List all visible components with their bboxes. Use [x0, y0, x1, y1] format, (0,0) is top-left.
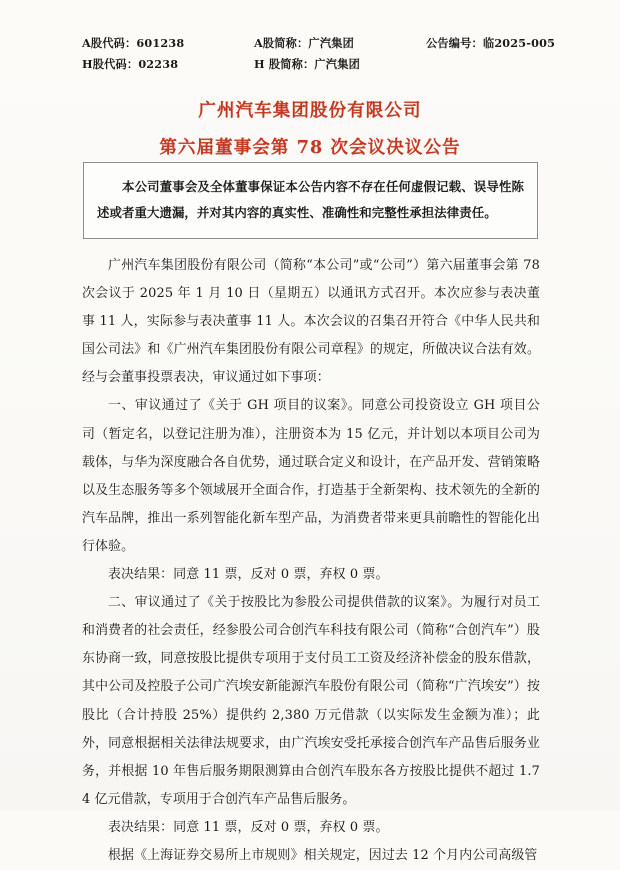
company-name-title: 广州汽车集团股份有限公司: [198, 101, 422, 121]
disclaimer-box: [83, 162, 538, 239]
h-share-name: H 股简称：广汽集团: [254, 57, 360, 71]
disclaimer-text: 本公司董事会及全体董事保证本公告内容不存在任何虚假记载、误导性陈述或者重大遗漏，并对其内容的真实性、准确性和完整性承担法律责任。: [97, 179, 524, 220]
vote-result-item-two: 表决结果：同意 11 票，反对 0 票，弃权 0 票。: [108, 819, 389, 835]
header-row: [82, 54, 542, 75]
announcement-title: [0, 96, 620, 163]
header-row: [82, 33, 556, 54]
a-share-name: A股简称：广汽集团: [254, 36, 354, 50]
announcement-subject-title: 第六届董事会第 78 次会议决议公告: [159, 138, 461, 158]
document-body: [82, 252, 540, 870]
paragraph-truncated: 根据《上海证券交易所上市规则》相关规定，因过去 12 个月内公司高级管: [108, 847, 538, 863]
stock-code-header: [82, 33, 556, 75]
h-share-code: H股代码：02238: [82, 57, 179, 71]
bulletin-number: 公告编号：临2025-005: [426, 36, 556, 50]
paragraph-item-two: 二、审议通过了《关于按股比为参股公司提供借款的议案》。为履行对员工和消费者的社会责任，经参股公司合创汽车科技有限公司（简称“合创汽车”）股东协商一致，同意按股比提供专项用于支付员工工资及经济补偿金的股东借款，其中公司及控股子公司广汽埃安新能源汽车股份有限公司（简称“广汽埃安”）按股比（合计持股 25%）提供约 2,380 万元借款（以实际发生金额为准）；此外，同意根据相关法律法规要求，由广汽埃安受托承接合创汽车产品售后服务业务，并根据 10 年售后服务期限测算由合创汽车股东各方按股比提供不超过 1.74 亿元借款，专项用于合创汽车产品售后服务。: [82, 595, 540, 807]
paragraph-item-one: 一、审议通过了《关于 GH 项目的议案》。同意公司投资设立 GH 项目公司（暂定名，以登记注册为准），注册资本为 15 亿元，并计划以本项目公司为载体，与华为深度融合各自优势，通过联合定义和设计，在产品开发、营销策略以及生态服务等多个领域展开全面合作，打造基于全新架构、技术领先的全新的汽车品牌，推出一系列智能化新车型产品，为消费者带来更具前瞻性的智能化出行体验。: [82, 398, 540, 554]
a-share-code: A股代码：601238: [82, 36, 185, 50]
paragraph-intro: 广州汽车集团股份有限公司（简称“本公司”或“公司”）第六届董事会第 78 次会议于 2025 年 1 月 10 日（星期五）以通讯方式召开。本次应参与表决董事 11 人，实际参与表决董事 11 人。本次会议的召集召开符合《中华人民共和国公司法》和《广州汽车集团股份有限公司章程》的规定，所做决议合法有效。经与会董事投票表决，审议通过如下事项：: [82, 258, 540, 386]
vote-result-item-one: 表决结果：同意 11 票，反对 0 票，弃权 0 票。: [108, 567, 389, 583]
